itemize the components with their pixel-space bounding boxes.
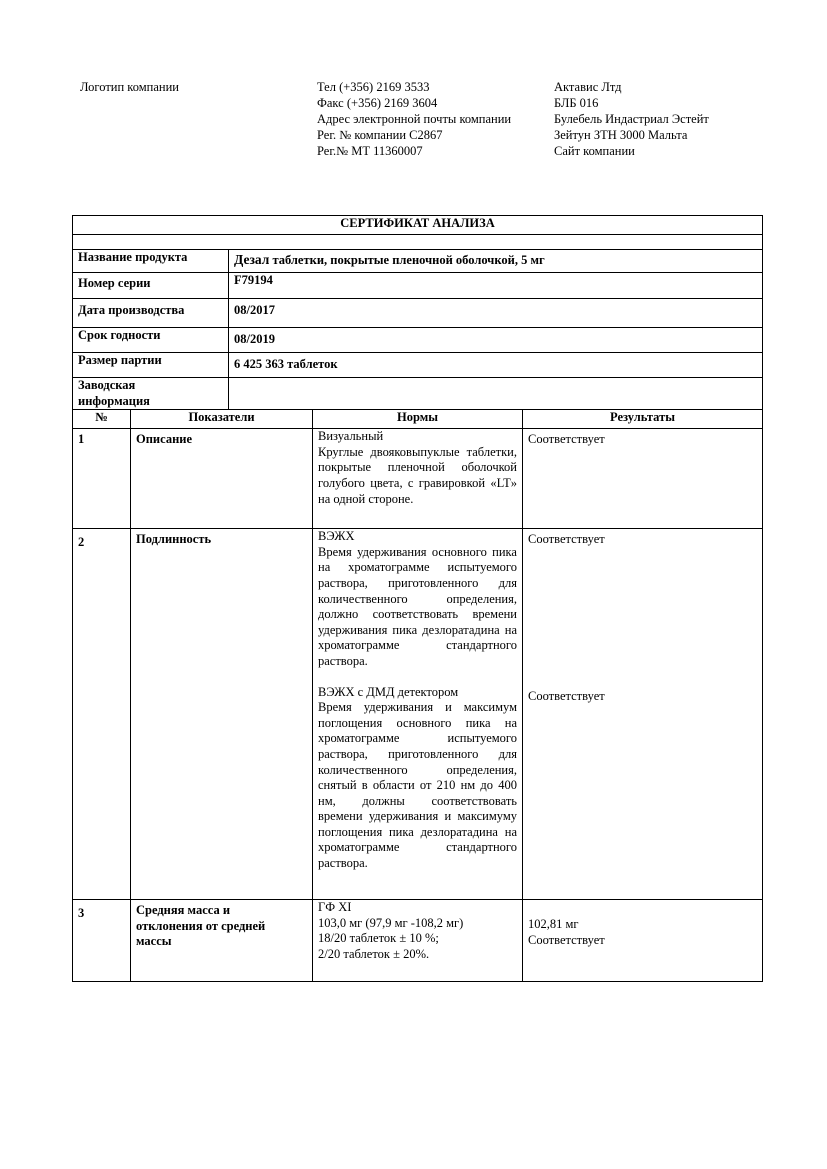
column-header-norms: Нормы	[313, 410, 523, 429]
mfg-date-label: Дата производства	[73, 299, 229, 328]
norm-text: Время удерживания и максимум поглощения основного пика на хроматограмме испытуемого раствора, приготовленного для количественного определения, снятый в области от 210 нм до 400 нм, должны соответствовать времени удерживания и максимуму поглощения пика дезлоратадина на хроматограмме стандартного раствора.	[318, 700, 517, 871]
company-website: Сайт компании	[554, 144, 635, 158]
result-text: Соответствует	[528, 688, 605, 703]
row-norms	[313, 529, 523, 900]
address-code: БЛБ 016	[554, 96, 599, 110]
column-header-number: №	[73, 410, 131, 429]
logo-text: Логотип компании	[80, 80, 179, 94]
address-estate: Булебель Индастриал Эстейт	[554, 112, 709, 126]
norm-method: Визуальный	[318, 429, 384, 444]
row-indicator: Подлинность	[131, 529, 313, 900]
product-value	[229, 250, 763, 273]
batch-value: F79194	[229, 273, 763, 299]
batch-row	[73, 273, 763, 299]
row-norms	[313, 429, 523, 529]
certificate-title: СЕРТИФИКАТ АНАЛИЗА	[73, 216, 763, 235]
mfg-date-row	[73, 299, 763, 328]
mt-reg-number: Рег.№ МТ 11360007	[317, 144, 423, 158]
table-row	[73, 529, 763, 900]
row-norms	[313, 900, 523, 982]
row-number: 2	[73, 529, 131, 900]
batch-size-value: 6 425 363 таблеток	[229, 353, 763, 378]
product-name: Дезал	[234, 252, 270, 267]
norm-text: Круглые двояковыпуклые таблетки, покрытые пленочной оболочкой голубого цвета, с гравировкой «LT» на одной стороне.	[318, 444, 517, 506]
expiry-label: Срок годности	[73, 328, 229, 353]
company-name: Актавис Лтд	[554, 80, 622, 94]
table-row	[73, 900, 763, 982]
row-number: 1	[73, 429, 131, 529]
factory-info-label-line-1: Заводская	[78, 378, 136, 392]
address-city: Зейтун ЗТН 3000 Мальта	[554, 128, 688, 142]
result-value: 102,81 мг	[528, 917, 579, 932]
company-reg-number: Рег. № компании С2867	[317, 128, 443, 142]
norm-gap	[318, 670, 517, 685]
row-result	[523, 529, 763, 900]
row-result	[523, 900, 763, 982]
product-label: Название продукта	[73, 250, 229, 273]
fax: Факс (+356) 2169 3604	[317, 96, 438, 110]
norm-method: ГФ XI	[318, 900, 352, 915]
norm-method: ВЭЖХ с ДМД детектором	[318, 684, 459, 699]
row-indicator: Описание	[131, 429, 313, 529]
column-header-results: Результаты	[523, 410, 763, 429]
company-address	[554, 79, 709, 159]
norm-line: 2/20 таблеток ± 20%.	[318, 946, 430, 961]
expiry-value: 08/2019	[229, 328, 763, 353]
certificate-table	[72, 215, 763, 982]
norm-line: 103,0 мг (97,9 мг -108,2 мг)	[318, 915, 464, 930]
batch-size-row	[73, 353, 763, 378]
result-text: Соответствует	[528, 532, 605, 547]
result-text: Соответствует	[528, 932, 605, 947]
phone: Тел (+356) 2169 3533	[317, 80, 430, 94]
column-header-indicator: Показатели	[131, 410, 313, 429]
row-indicator	[131, 900, 313, 982]
row-number: 3	[73, 900, 131, 982]
norm-text: Время удерживания основного пика на хроматограмме испытуемого раствора, приготовленного для количественного определения, должно соответствовать времени удерживания пика дезлоратадина на хроматограмме стандартного раствора.	[318, 544, 517, 668]
factory-info-label-line-2: информация	[78, 393, 150, 408]
result-text: Соответствует	[528, 432, 605, 447]
indicator-line: Средняя масса и	[136, 903, 231, 918]
factory-info-row	[73, 378, 763, 410]
product-form: таблетки, покрытые пленочной оболочкой, 5 мг	[269, 253, 545, 267]
batch-label: Номер серии	[73, 273, 229, 299]
row-result	[523, 429, 763, 529]
table-row	[73, 429, 763, 529]
batch-size-label: Размер партии	[73, 353, 229, 378]
factory-info-value	[229, 378, 763, 410]
email: Адрес электронной почты компании	[317, 112, 512, 126]
title-row	[73, 216, 763, 235]
indicator-line: отклонения от средней	[136, 918, 266, 933]
company-contacts	[317, 79, 511, 159]
company-logo-placeholder	[80, 79, 179, 95]
spacer-row	[73, 235, 763, 250]
mfg-date-value: 08/2017	[229, 299, 763, 328]
result-gap	[528, 548, 757, 689]
spacer-cell	[73, 235, 763, 250]
expiry-row	[73, 328, 763, 353]
factory-info-label	[73, 378, 229, 410]
column-header-row	[73, 410, 763, 429]
indicator-line: массы	[136, 934, 172, 949]
product-row	[73, 250, 763, 273]
norm-method: ВЭЖХ	[318, 529, 355, 544]
norm-line: 18/20 таблеток ± 10 %;	[318, 931, 439, 946]
